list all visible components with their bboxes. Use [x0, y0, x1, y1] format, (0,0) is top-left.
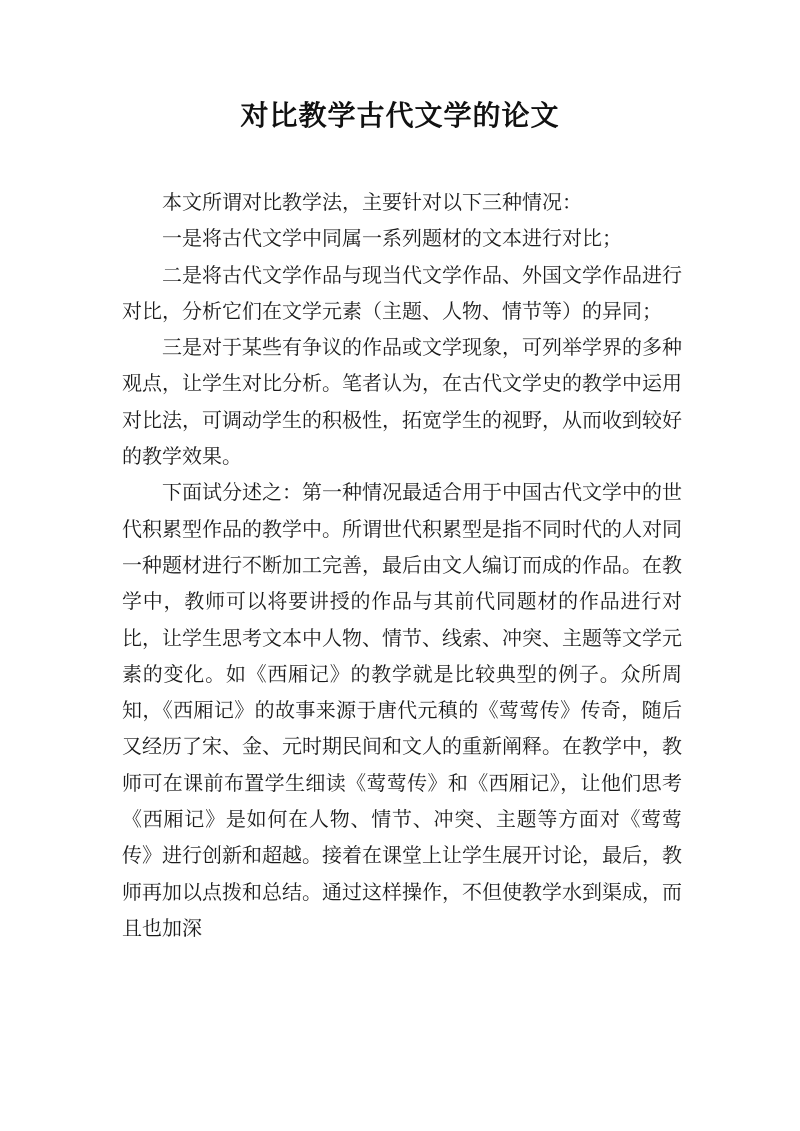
- document-body: [122, 184, 682, 946]
- paragraph-discussion: 下面试分述之：第一种情况最适合用于中国古代文学中的世代积累型作品的教学中。所谓世代积累型是指不同时代的人对同一种题材进行不断加工完善，最后由文人编订而成的作品。在教学中，教师可以将要讲授的作品与其前代同题材的作品进行对比，让学生思考文本中人物、情节、线索、冲突、主题等文学元素的变化。如《西厢记》的教学就是比较典型的例子。众所周知，《西厢记》的故事来源于唐代元稹的《莺莺传》传奇，随后又经历了宋、金、元时期民间和文人的重新阐释。在教学中，教师可在课前布置学生细读《莺莺传》和《西厢记》，让他们思考《西厢记》是如何在人物、情节、冲突、主题等方面对《莺莺传》进行创新和超越。接着在课堂上让学生展开讨论，最后，教师再加以点拨和总结。通过这样操作，不但使教学水到渠成，而且也加深: [122, 480, 682, 940]
- document-title: 对比教学古代文学的论文: [240, 99, 560, 132]
- paragraph-intro: 本文所谓对比教学法，主要针对以下三种情况：: [162, 190, 582, 214]
- paragraph-case-two: 二是将古代文学作品与现当代文学作品、外国文学作品进行对比，分析它们在文学元素（主题、人物、情节等）的异同；: [122, 262, 682, 323]
- paragraph-case-three: 三是对于某些有争议的作品或文学现象，可列举学界的多种观点，让学生对比分析。笔者认为，在古代文学史的教学中运用对比法，可调动学生的积极性，拓宽学生的视野，从而收到较好的教学效果。: [122, 335, 682, 469]
- paragraph-case-one: 一是将古代文学中同属一系列题材的文本进行对比；: [162, 226, 622, 251]
